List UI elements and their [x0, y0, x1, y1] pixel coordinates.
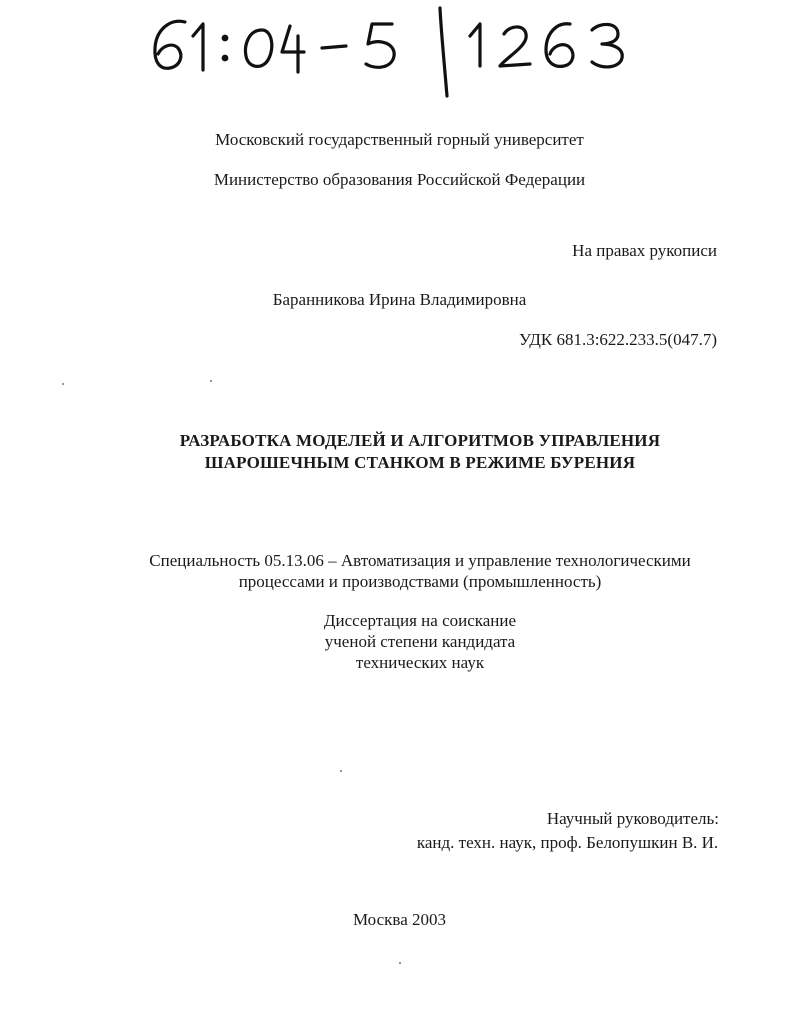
degree-line-2: ученой степени кандидата	[324, 632, 516, 651]
author-name: Баранникова Ирина Владимировна	[272, 290, 527, 309]
supervisor-name: канд. техн. наук, проф. Белопушкин В. И.	[416, 833, 719, 852]
handwritten-archive-code	[0, 0, 799, 110]
manuscript-note: На правах рукописи	[572, 241, 717, 260]
university-name: Московский государственный горный университет	[215, 130, 584, 149]
dissertation-title-line-2: ШАРОШЕЧНЫМ СТАНКОМ В РЕЖИМЕ БУРЕНИЯ	[204, 453, 636, 472]
dissertation-title-line-1: РАЗРАБОТКА МОДЕЛЕЙ И АЛГОРИТМОВ УПРАВЛЕНИЯ	[179, 431, 661, 450]
supervisor-block	[417, 807, 719, 855]
city-year: Москва 2003	[352, 910, 447, 929]
degree-line-1: Диссертация на соискание	[323, 611, 517, 630]
scan-speck	[210, 380, 212, 382]
supervisor-label: Научный руководитель:	[546, 809, 719, 828]
ministry-name: Министерство образования Российской Федерации	[213, 170, 586, 189]
udc-code: УДК 681.3:622.233.5(047.7)	[518, 330, 717, 349]
specialty-line-2: процессами и производствами (промышленность)	[238, 572, 602, 591]
scan-speck	[399, 962, 401, 964]
specialty-line-1: Специальность 05.13.06 – Автоматизация и управление технологическими	[149, 551, 691, 570]
scan-speck	[340, 770, 342, 772]
degree-line-3: технических наук	[355, 653, 485, 672]
scan-speck	[62, 383, 64, 385]
